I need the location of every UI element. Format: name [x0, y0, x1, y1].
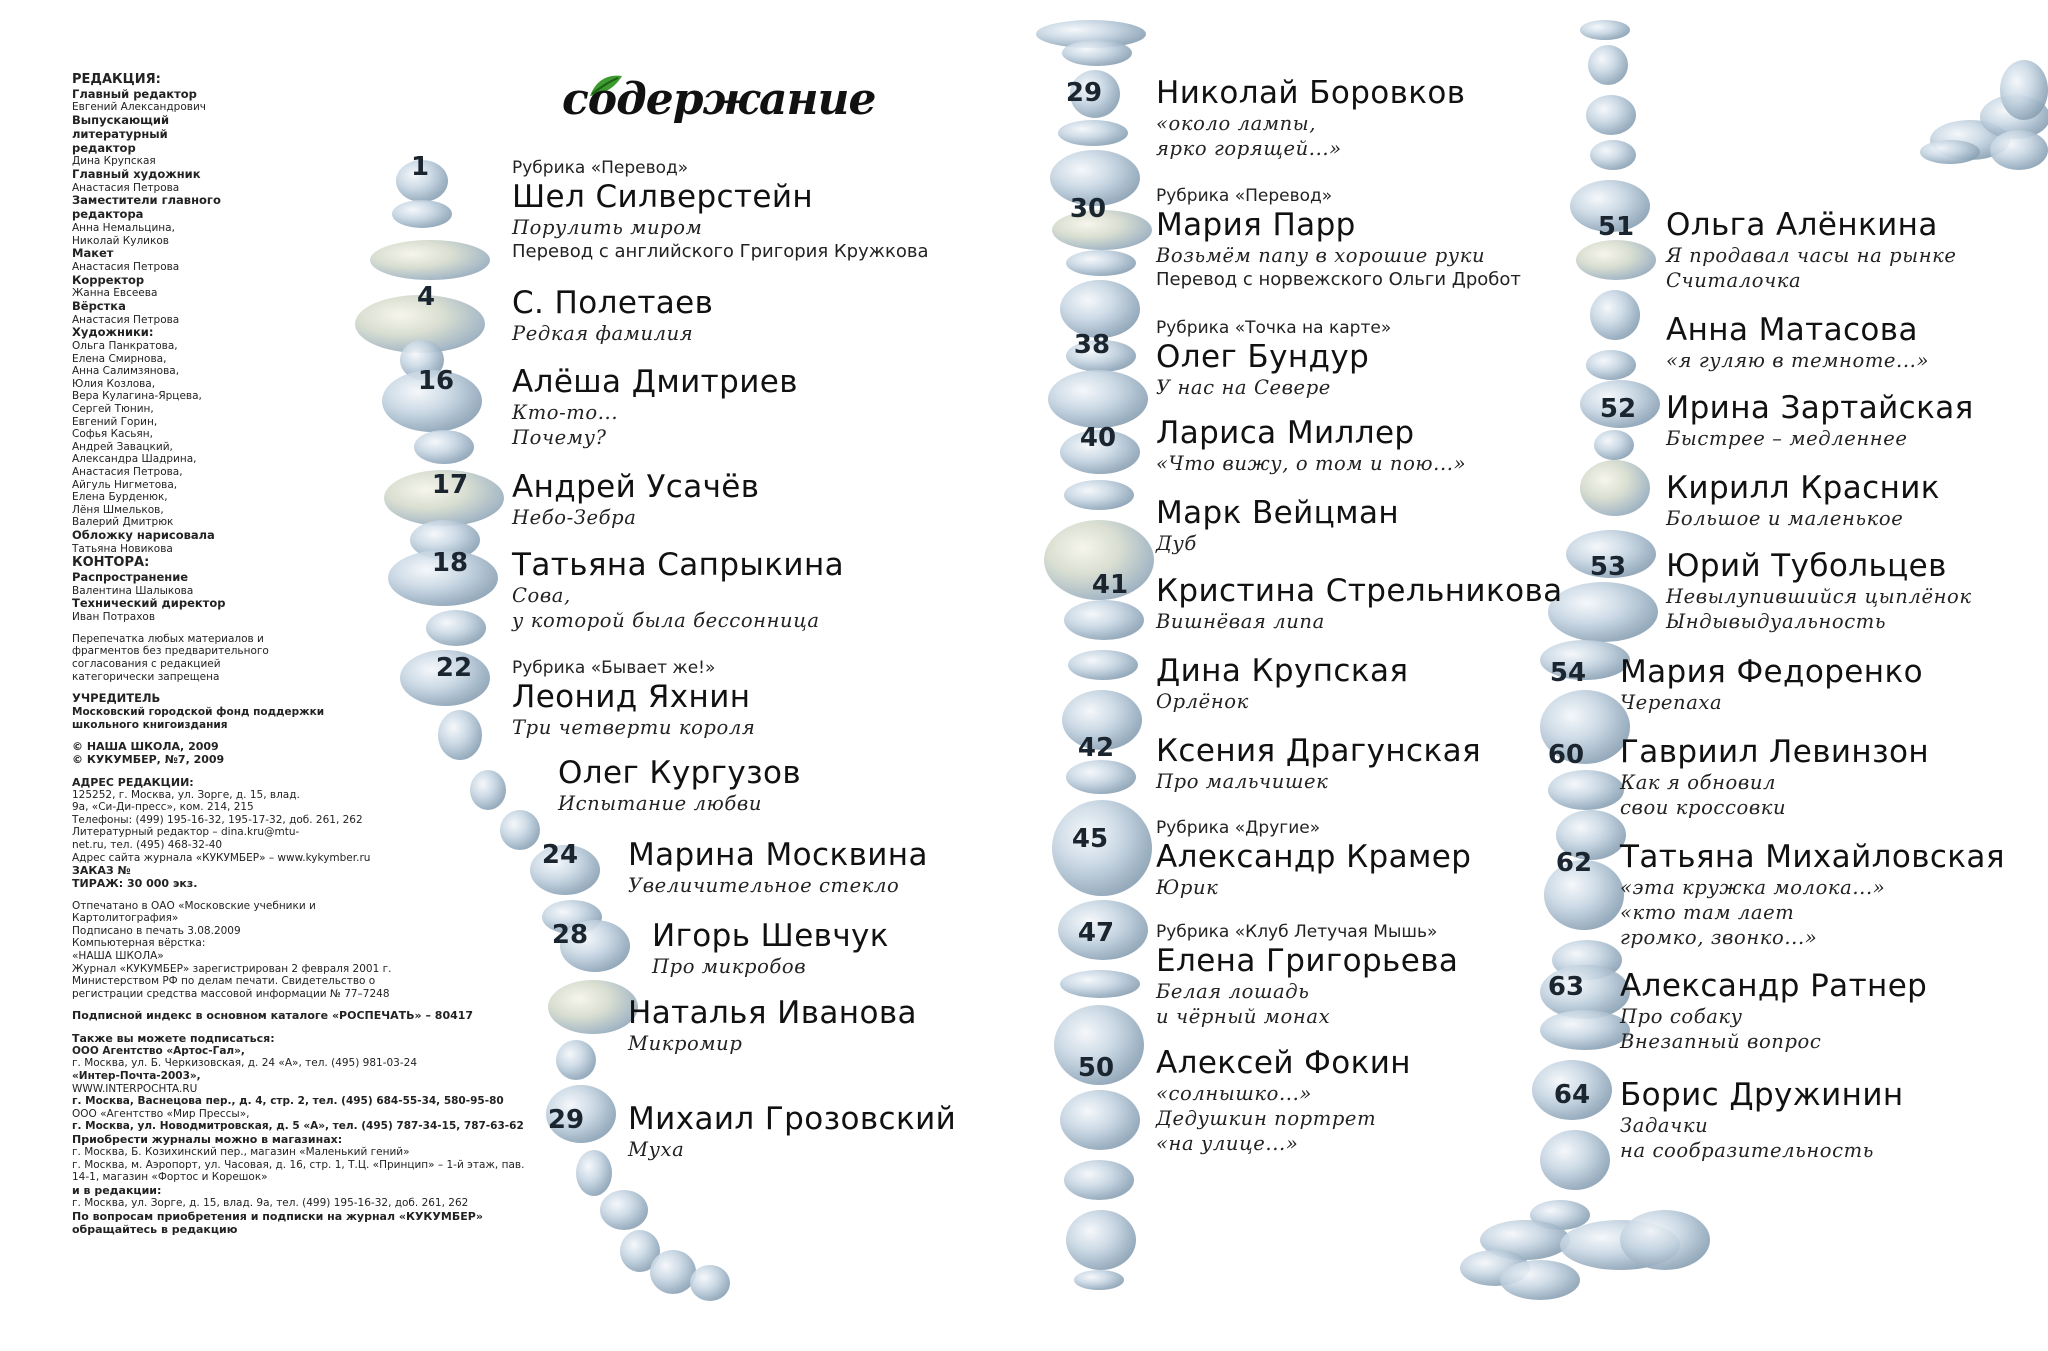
- closing-note: По вопросам приобретения и подписки на журнал «КУКУМБЕР» обращайтесь в редакцию: [72, 1209, 483, 1236]
- toc-entry: [1156, 734, 1481, 794]
- work-title: Черепаха: [1620, 690, 1723, 714]
- work-title: Микромир: [628, 1031, 743, 1055]
- staff-name: Александра Шадрина,: [72, 453, 197, 466]
- pebble: [1540, 1010, 1630, 1050]
- rubric-label: Рубрика «Бывает же!»: [512, 658, 716, 678]
- work-title: громко, звонко...»: [1620, 926, 1818, 950]
- pebble: [438, 710, 482, 760]
- author-name: Шел Силверстейн: [512, 179, 814, 215]
- work-title: Сова,: [512, 583, 571, 607]
- page-number: 60: [1547, 740, 1585, 770]
- work-title: «солнышко...»: [1156, 1081, 1312, 1105]
- toc-entry: [1666, 549, 1972, 634]
- work-title: Быстрее – медленнее: [1666, 426, 1908, 450]
- page-number: 51: [1597, 212, 1635, 242]
- pebble: [1590, 290, 1640, 340]
- staff-role: Главный художник: [72, 166, 201, 181]
- work-title: Три четверти короля: [512, 715, 756, 739]
- work-title: Вишнёвая липа: [1156, 609, 1325, 633]
- work-title: Внезапный вопрос: [1620, 1030, 1822, 1054]
- work-title: Про мальчишек: [1156, 769, 1329, 793]
- work-title: Муха: [628, 1137, 685, 1161]
- staff-role: Обложку нарисовала: [72, 528, 215, 543]
- work-title: «около лампы,: [1156, 111, 1317, 135]
- work-title: Юрик: [1156, 875, 1219, 899]
- signed: Подписано в печать 3.08.2009: [72, 924, 241, 937]
- page-number: 53: [1589, 552, 1627, 582]
- pebble: [1576, 240, 1656, 280]
- work-title: Я продавал часы на рынке: [1666, 243, 1957, 267]
- page-number: 24: [541, 840, 579, 870]
- rubric-label: Рубрика «Другие»: [1156, 818, 1321, 838]
- page-number: 17: [431, 470, 469, 500]
- author-name: Ксения Драгунская: [1156, 733, 1482, 769]
- office-heading: КОНТОРА:: [72, 555, 150, 571]
- reprint-notice: Перепечатка любых материалов и фрагментов без предварительного согласования с редакцией категорически запрещена: [72, 632, 269, 683]
- agency-list: [72, 1045, 542, 1133]
- work-title: Порулить миром: [512, 215, 703, 239]
- page-number: 50: [1077, 1053, 1115, 1083]
- staff-name: Софья Касьян,: [72, 428, 153, 441]
- toc-entry: [1156, 416, 1466, 476]
- toc-entry: [1620, 655, 1923, 715]
- pebble: [1588, 45, 1628, 85]
- work-title: Невылупившийся цыплёнок: [1666, 584, 1972, 608]
- pebble: [1064, 1160, 1134, 1200]
- work-title: Небо-Зебра: [512, 505, 637, 529]
- page-number: 1: [410, 152, 430, 182]
- work-title: Белая лошадь: [1156, 979, 1310, 1003]
- pebble: [1064, 480, 1134, 510]
- staff-name: Валерий Дмитрюк: [72, 516, 174, 529]
- agency-line: ООО Агентство «Артос-Гал»,: [72, 1044, 245, 1057]
- pebble: [414, 430, 474, 464]
- work-title: Дедушкин портрет: [1156, 1107, 1377, 1131]
- pebble: [370, 240, 490, 280]
- author-name: Андрей Усачёв: [512, 469, 760, 505]
- pebble: [1580, 20, 1630, 40]
- address-heading: АДРЕС РЕДАКЦИИ:: [72, 775, 194, 789]
- pebble: [1548, 582, 1658, 642]
- page-number: 29: [1065, 78, 1103, 108]
- work-title: «я гуляю в темноте...»: [1666, 348, 1929, 372]
- staff-name: Айгуль Нигметова,: [72, 478, 178, 491]
- phones: Телефоны: (499) 195-16-32, 195-17-32, доб. 261, 262: [72, 813, 363, 826]
- toc-entry: [652, 919, 889, 979]
- agency-line: г. Москва, ул. Новодмитровская, д. 5 «А», тел. (495) 787-34-15, 787-63-62: [72, 1120, 524, 1133]
- staff-name: Лёня Шмельков,: [72, 503, 164, 516]
- editorial-heading: РЕДАКЦИЯ:: [72, 72, 161, 87]
- staff-entry: [72, 88, 542, 114]
- pebble: [1548, 770, 1624, 810]
- pebble: [690, 1265, 730, 1301]
- agency-line: WWW.INTERPOCHTA.RU: [72, 1082, 198, 1095]
- staff-name: Елена Смирнова,: [72, 352, 167, 365]
- toc-entry: [1156, 922, 1458, 1029]
- founder: Московский городской фонд поддержки школьного книгоиздания: [72, 705, 325, 731]
- work-title: Большое и маленькое: [1666, 506, 1904, 530]
- author-name: Игорь Шевчук: [652, 918, 889, 954]
- staff-role: Художники:: [72, 325, 154, 340]
- author-name: Лариса Миллер: [1156, 415, 1415, 451]
- pebble: [2000, 60, 2048, 120]
- agency-line: ООО «Агентство «Мир Прессы»,: [72, 1107, 250, 1120]
- pebble: [600, 1190, 648, 1230]
- author-name: Татьяна Михайловская: [1620, 839, 2005, 875]
- pebble: [1594, 430, 1634, 460]
- toc-entry: [512, 658, 755, 740]
- author-name: Александр Ратнер: [1620, 968, 1928, 1004]
- staff-name: Дина Крупская: [72, 155, 156, 168]
- page-number: 63: [1547, 972, 1585, 1002]
- work-title: Кто-то...: [512, 400, 619, 424]
- pebble: [1074, 1270, 1124, 1290]
- pebble: [426, 610, 486, 646]
- page-number: 54: [1549, 658, 1587, 688]
- shop-line: г. Москва, м. Аэропорт, ул. Часовая, д. 16, стр. 1, Т.Ц. «Принцип» – 1-й этаж, пав. 14-1, магазин «Фортос и Корешок»: [72, 1158, 525, 1184]
- pebble: [1062, 40, 1132, 66]
- copyright-2: © КУКУМБЕР, №7, 2009: [72, 753, 225, 767]
- staff-name: Анастасия Петрова: [72, 181, 180, 194]
- print-run: ТИРАЖ: 30 000 экз.: [72, 877, 198, 891]
- staff-name: Елена Бурденюк,: [72, 491, 168, 504]
- translation-note: Перевод с норвежского Ольги Дробот: [1156, 269, 1521, 291]
- author-name: Мария Федоренко: [1620, 654, 1923, 690]
- toc-entry: [628, 996, 917, 1056]
- toc-entry: [1156, 76, 1465, 161]
- page-number: 52: [1599, 394, 1637, 424]
- shop-line: г. Москва, Б. Козихинский пер., магазин «Маленький гений»: [72, 1146, 410, 1159]
- author-name: Мария Парр: [1156, 207, 1356, 243]
- founder-heading: УЧРЕДИТЕЛЬ: [72, 691, 161, 706]
- pebble: [1990, 130, 2048, 170]
- lit-editor: Литературный редактор – dina.kru@mtu-net.ru, тел. (495) 468-32-40: [72, 826, 300, 852]
- toc-entry: [1620, 735, 1929, 820]
- pebble: [1066, 250, 1136, 276]
- author-name: Елена Григорьева: [1156, 943, 1459, 979]
- page-number: 40: [1079, 423, 1117, 453]
- toc-entry: [628, 1102, 956, 1162]
- toc-title: содержание: [562, 74, 876, 125]
- shops-heading: Приобрести журналы можно в магазинах:: [72, 1132, 343, 1146]
- page-number: 62: [1555, 848, 1593, 878]
- toc-entry: [512, 470, 759, 530]
- rubric-label: Рубрика «Перевод»: [512, 158, 689, 178]
- page-number: 29: [547, 1105, 585, 1135]
- author-name: Ольга Алёнкина: [1666, 207, 1938, 243]
- page-number: 38: [1073, 330, 1111, 360]
- also-subscribe: Также вы можете подписаться:: [72, 1031, 275, 1045]
- registration: Журнал «КУКУМБЕР» зарегистрирован 2 февраля 2001 г. Министерством РФ по делам печати. Свидетельство о регистрации средства массовой информации № 77–7248: [72, 962, 392, 1000]
- author-name: Татьяна Сапрыкина: [512, 547, 845, 583]
- layout-credit: Компьютерная вёрстка: «НАША ШКОЛА»: [72, 937, 206, 963]
- pebble: [576, 1150, 612, 1196]
- pebble: [470, 770, 506, 810]
- staff-role: Выпускающий литературный редактор: [72, 112, 169, 155]
- work-title: у которой была бессонница: [512, 609, 820, 633]
- work-title: свои кроссовки: [1620, 796, 1787, 820]
- work-title: Возьмём папу в хорошие руки: [1156, 243, 1486, 267]
- page-number: 47: [1077, 918, 1115, 948]
- staff-name: Анна Немальцина,: [72, 221, 175, 234]
- staff-name: Татьяна Новикова: [72, 542, 173, 555]
- pebble: [650, 1250, 696, 1294]
- work-title: Про собаку: [1620, 1004, 1743, 1028]
- agency-line: г. Москва, Васнецова пер., д. 4, стр. 2, тел. (495) 684-55-34, 580-95-80: [72, 1095, 504, 1108]
- author-name: Ирина Зартайская: [1666, 390, 1974, 426]
- toc-entry: [1666, 313, 1929, 373]
- page-number: 16: [417, 366, 455, 396]
- staff-name: Анастасия Петрова: [72, 313, 180, 326]
- pebble: [1620, 1210, 1710, 1270]
- pebble: [1064, 600, 1144, 640]
- work-title: Редкая фамилия: [512, 321, 694, 345]
- toc-entry: [1156, 318, 1391, 400]
- staff-role: Заместители главного редактора: [72, 193, 221, 222]
- toc-entry: [1620, 969, 1927, 1054]
- work-title: «кто там лает: [1620, 901, 1795, 925]
- staff-name: Николай Куликов: [72, 234, 169, 247]
- author-name: Алёша Дмитриев: [512, 364, 798, 400]
- staff-entry: [72, 194, 542, 247]
- work-title: Увеличительное стекло: [628, 873, 900, 897]
- subscription-index: Подписной индекс в основном каталоге «РОСПЕЧАТЬ» – 80417: [72, 1009, 474, 1023]
- translation-note: Перевод с английского Григория Кружкова: [512, 241, 929, 263]
- work-title: «Что вижу, о том и пою...»: [1156, 451, 1467, 475]
- pebble: [1066, 760, 1136, 794]
- toc-entry: [1666, 391, 1974, 451]
- toc-entry: [1666, 208, 1957, 293]
- staff-name: Анастасия Петрова: [72, 260, 180, 273]
- author-name: Борис Дружинин: [1620, 1077, 1904, 1113]
- pebble: [1586, 350, 1636, 380]
- staff-role: Вёрстка: [72, 298, 126, 313]
- staff-entry: [72, 168, 542, 194]
- staff-name: Жанна Евсеева: [72, 287, 158, 300]
- work-title: Дуб: [1156, 531, 1197, 555]
- work-title: «на улице...»: [1156, 1132, 1299, 1156]
- pebble: [1060, 1090, 1140, 1150]
- page-number: 22: [435, 653, 473, 683]
- staff-name: Валентина Шалыкова: [72, 584, 194, 597]
- staff-name: Юлия Козлова,: [72, 377, 156, 390]
- toc-entry: [1156, 1046, 1411, 1157]
- staff-name: Анастасия Петрова,: [72, 466, 183, 479]
- staff-entry: [72, 114, 542, 168]
- staff-name: Евгений Александрович: [72, 101, 206, 114]
- author-name: Марина Москвина: [628, 837, 928, 873]
- pebble: [1058, 120, 1128, 146]
- printed: Отпечатано в ОАО «Московские учебники и Картолитография»: [72, 899, 316, 925]
- work-title: ярко горящей...»: [1156, 137, 1342, 161]
- staff-name: Вера Кулагина-Ярцева,: [72, 390, 202, 403]
- pebble: [548, 980, 638, 1034]
- staff-entry: [72, 274, 542, 300]
- staff-role: Корректор: [72, 272, 145, 287]
- work-title: «эта кружка молока...»: [1620, 875, 1886, 899]
- editorial-office: г. Москва, ул. Зорге, д. 15, влад. 9а, тел. (499) 195-16-32, доб. 261, 262: [72, 1197, 469, 1210]
- staff-name: Ольга Панкратова,: [72, 340, 178, 353]
- author-name: Юрий Тубольцев: [1666, 548, 1947, 584]
- site: Адрес сайта журнала «КУКУМБЕР» – www.kykymber.ru: [72, 851, 371, 864]
- work-title: Задачки: [1620, 1113, 1709, 1137]
- shop-list: [72, 1146, 532, 1184]
- author-name: Кристина Стрельникова: [1156, 573, 1563, 609]
- order: ЗАКАЗ №: [72, 864, 131, 878]
- staff-name: Андрей Завацкий,: [72, 440, 173, 453]
- page-number: 30: [1069, 194, 1107, 224]
- page-number: 18: [431, 548, 469, 578]
- author-name: Леонид Яхнин: [512, 679, 751, 715]
- page-number: 4: [416, 282, 436, 312]
- staff-role: Технический директор: [72, 596, 226, 611]
- page-number: 41: [1091, 570, 1129, 600]
- toc-entry: [1156, 654, 1408, 714]
- toc-entry: [512, 548, 844, 633]
- toc-entry: [1156, 574, 1563, 634]
- toc-entry: [512, 286, 713, 346]
- work-title: Как я обновил: [1620, 770, 1777, 794]
- author-name: Дина Крупская: [1156, 653, 1409, 689]
- pebble: [392, 200, 452, 228]
- work-title: Орлёнок: [1156, 689, 1249, 713]
- author-name: Гавриил Левинзон: [1620, 734, 1929, 770]
- page-number: 42: [1077, 733, 1115, 763]
- toc-entry: [1156, 496, 1399, 556]
- pebble: [1586, 95, 1636, 135]
- staff-role: Макет: [72, 246, 114, 261]
- staff-role: Главный редактор: [72, 86, 197, 101]
- toc-entry: [558, 756, 801, 816]
- rubric-label: Рубрика «Перевод»: [1156, 186, 1333, 206]
- staff-name: Анна Салимзянова,: [72, 365, 180, 378]
- toc-entry: [1666, 471, 1940, 531]
- editorial-office-heading: и в редакции:: [72, 1183, 162, 1197]
- page-number: 45: [1071, 824, 1109, 854]
- pebble: [1068, 650, 1138, 680]
- toc-entry: [628, 838, 928, 898]
- pebble: [1066, 1210, 1136, 1270]
- agency-line: «Интер-Почта-2003»,: [72, 1069, 201, 1082]
- author-name: Николай Боровков: [1156, 75, 1466, 111]
- pebble: [1540, 1130, 1610, 1190]
- staff-name: Иван Потрахов: [72, 611, 156, 624]
- address: 125252, г. Москва, ул. Зорге, д. 15, влад. 9а, «Си-Ди-пресс», ком. 214, 215: [72, 788, 300, 814]
- author-name: Анна Матасова: [1666, 312, 1918, 348]
- staff-role: Распространение: [72, 570, 189, 584]
- staff-name: Евгений Горин,: [72, 415, 158, 428]
- work-title: и чёрный монах: [1156, 1005, 1331, 1029]
- author-name: Кирилл Красник: [1666, 470, 1940, 506]
- author-name: Марк Вейцман: [1156, 495, 1400, 531]
- pebble: [1590, 140, 1636, 170]
- staff-name: Сергей Тюнин,: [72, 403, 154, 416]
- toc-entry: [512, 158, 929, 263]
- pebble: [556, 1040, 596, 1080]
- pebble: [1920, 140, 1980, 164]
- author-name: Михаил Грозовский: [628, 1101, 957, 1137]
- rubric-label: Рубрика «Точка на карте»: [1156, 318, 1392, 338]
- work-title: Почему?: [512, 426, 607, 450]
- toc-entry: [1620, 1078, 1904, 1163]
- work-title: Ындывыдуальность: [1666, 610, 1887, 634]
- author-name: Александр Крамер: [1156, 839, 1472, 875]
- toc-entry: [512, 365, 798, 450]
- page-number: 64: [1553, 1080, 1591, 1110]
- copyright-1: © НАША ШКОЛА, 2009: [72, 740, 219, 754]
- author-name: Олег Кургузов: [558, 755, 802, 791]
- page-number: 28: [551, 920, 589, 950]
- author-name: Олег Бундур: [1156, 339, 1370, 375]
- pebble: [1500, 1260, 1580, 1300]
- pebble: [1048, 370, 1148, 428]
- toc-entry: [1620, 840, 2005, 951]
- toc-entry: [1156, 186, 1521, 291]
- author-name: С. Полетаев: [512, 285, 714, 321]
- agency-line: г. Москва, ул. Б. Черкизовская, д. 24 «А», тел. (495) 981-03-24: [72, 1057, 418, 1070]
- rubric-label: Рубрика «Клуб Летучая Мышь»: [1156, 922, 1438, 942]
- work-title: Испытание любви: [558, 791, 763, 815]
- author-name: Наталья Иванова: [628, 995, 917, 1031]
- work-title: Считалочка: [1666, 269, 1802, 293]
- work-title: на сообразительность: [1620, 1139, 1874, 1163]
- work-title: У нас на Севере: [1156, 375, 1331, 399]
- toc-entry: [1156, 818, 1471, 900]
- author-name: Алексей Фокин: [1156, 1045, 1411, 1081]
- work-title: Про микробов: [652, 954, 807, 978]
- pebble: [1580, 460, 1650, 516]
- pebble: [1060, 970, 1140, 998]
